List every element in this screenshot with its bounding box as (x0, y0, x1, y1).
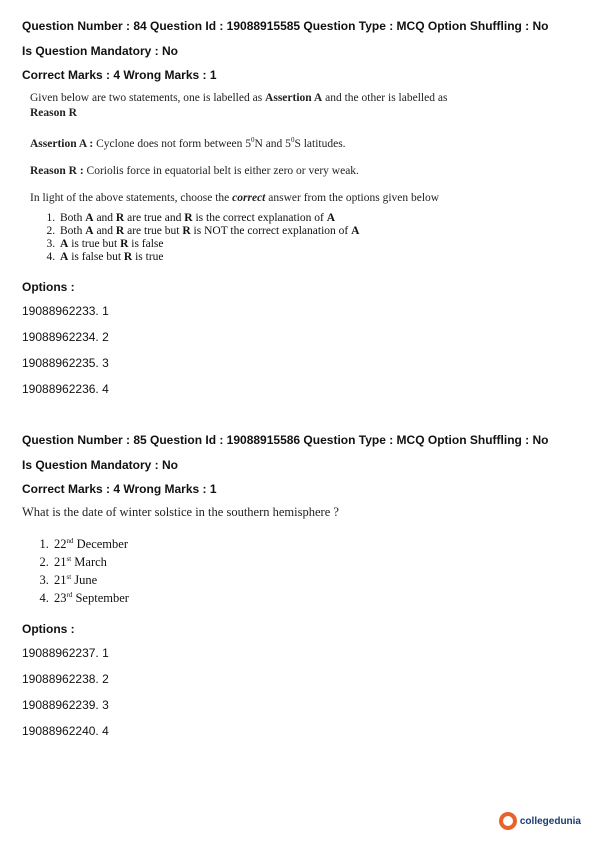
collegedunia-logo-icon (499, 812, 517, 830)
options-label: Options : (22, 279, 75, 294)
collegedunia-logo (499, 812, 581, 830)
list-item: 1. Both A and R are true and R is the correct explanation of A (58, 212, 577, 225)
question-mandatory: Is Question Mandatory : No (22, 457, 179, 472)
option-item: 19088962235. 3 (22, 355, 109, 370)
option-item: 19088962238. 2 (22, 672, 109, 687)
question-paper-page (22, 18, 577, 750)
answer-choices (22, 212, 577, 264)
question-mandatory: Is Question Mandatory : No (22, 44, 179, 58)
question-84 (22, 18, 577, 396)
list-item: 1. 22nd December (52, 534, 577, 552)
question-marks: Correct Marks : 4 Wrong Marks : 1 (22, 68, 217, 82)
reason-statement: Reason R : Coriolis force in equatorial belt is either zero or very weak. (30, 164, 359, 177)
option-item: 19088962237. 1 (22, 646, 109, 661)
option-item: 19088962239. 3 (22, 698, 109, 713)
question-marks: Correct Marks : 4 Wrong Marks : 1 (22, 481, 217, 496)
question-body (22, 505, 577, 520)
option-item: 19088962236. 4 (22, 381, 109, 396)
list-item: 2. Both A and R are true but R is NOT the correct explanation of A (58, 225, 577, 238)
question-intro: Given below are two statements, one is labelled as Assertion A and the other is labelled as Reason R (30, 92, 448, 119)
option-item: 19088962234. 2 (22, 329, 109, 344)
question-header: Question Number : 85 Question Id : 19088915586 Question Type : MCQ Option Shuffling : No (22, 432, 549, 447)
list-item: 4. 23rd September (52, 588, 577, 606)
list-item: 2. 21st March (52, 552, 577, 570)
list-item: 4. A is false but R is true (58, 251, 577, 264)
question-header: Question Number : 84 Question Id : 19088915585 Question Type : MCQ Option Shuffling : No (22, 19, 549, 33)
question-85 (22, 432, 577, 739)
list-item: 3. A is true but R is false (58, 238, 577, 251)
question-body (30, 91, 577, 206)
option-item: 19088962233. 1 (22, 303, 109, 318)
answer-choices (22, 534, 577, 607)
question-instruction: In light of the above statements, choose the correct answer from the options given below (30, 191, 440, 204)
option-item: 19088962240. 4 (22, 724, 109, 739)
assertion-statement: Assertion A : Cyclone does not form between $5^0N$ and $5^0S$ latitudes. (30, 136, 346, 150)
logo-text: collegedunia (519, 815, 581, 827)
question-text: What is the date of winter solstice in the southern hemisphere ? (22, 504, 339, 519)
options-label: Options : (22, 622, 75, 637)
list-item: 3. 21st June (52, 570, 577, 588)
